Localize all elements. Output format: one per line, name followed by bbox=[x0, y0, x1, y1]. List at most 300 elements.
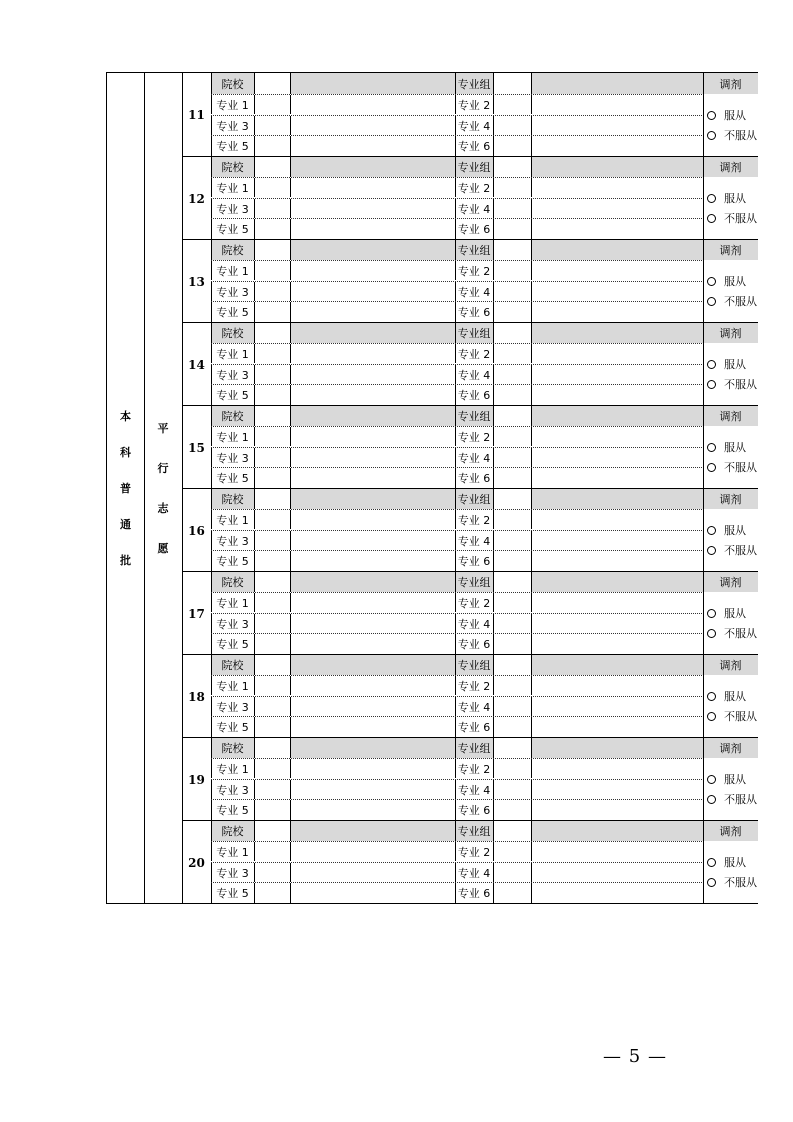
radio-icon[interactable] bbox=[707, 214, 716, 223]
major-name-field[interactable] bbox=[531, 385, 703, 405]
major-code-field[interactable] bbox=[493, 531, 531, 550]
group-code-field[interactable] bbox=[493, 73, 531, 94]
group-code-field[interactable] bbox=[493, 489, 531, 509]
major-name-field[interactable] bbox=[531, 261, 703, 280]
major-label: 专业 1 bbox=[216, 513, 249, 527]
major-code-field[interactable] bbox=[493, 759, 531, 778]
major-label: 专业 2 bbox=[457, 596, 491, 610]
major-label: 专业 3 bbox=[216, 617, 249, 631]
group-number: 18 bbox=[182, 654, 211, 738]
major-code-field[interactable] bbox=[493, 883, 531, 903]
major-name-field[interactable] bbox=[290, 759, 455, 778]
school-code-field[interactable] bbox=[254, 406, 290, 426]
major-code-field[interactable] bbox=[493, 551, 531, 571]
reject-option[interactable] bbox=[706, 374, 758, 394]
major-name-field[interactable] bbox=[290, 365, 455, 384]
group-number: 14 bbox=[182, 322, 211, 406]
major-code-field[interactable] bbox=[493, 95, 531, 114]
major-row bbox=[211, 115, 758, 135]
major-name-field[interactable] bbox=[531, 759, 703, 778]
major-name-field[interactable] bbox=[531, 136, 703, 156]
major-code-field[interactable] bbox=[493, 136, 531, 156]
accept-option[interactable] bbox=[706, 354, 758, 374]
major-code-field[interactable] bbox=[254, 800, 290, 820]
accept-option[interactable] bbox=[706, 271, 758, 291]
major-row bbox=[211, 675, 758, 695]
major-name-field[interactable] bbox=[531, 365, 703, 384]
group-name-field[interactable] bbox=[531, 572, 703, 592]
major-row bbox=[211, 177, 758, 197]
reject-option[interactable] bbox=[706, 623, 758, 643]
adjust-label: 调剂 bbox=[719, 493, 742, 506]
major-name-field[interactable] bbox=[531, 676, 703, 695]
reject-option[interactable] bbox=[706, 872, 758, 892]
major-code-field[interactable] bbox=[493, 717, 531, 737]
major-label: 专业 6 bbox=[457, 140, 491, 153]
group-header-row bbox=[211, 156, 758, 177]
major-name-field[interactable] bbox=[531, 883, 703, 903]
radio-icon[interactable] bbox=[707, 131, 716, 140]
accept-label: 服从 bbox=[724, 690, 746, 703]
major-name-field[interactable] bbox=[531, 531, 703, 550]
major-name-field[interactable] bbox=[290, 614, 455, 633]
volunteer-form-table bbox=[106, 72, 758, 904]
major-name-field[interactable] bbox=[290, 448, 455, 467]
adjust-label: 调剂 bbox=[719, 576, 742, 589]
group-name-field[interactable] bbox=[531, 406, 703, 426]
major-name-field[interactable] bbox=[290, 634, 455, 654]
radio-icon[interactable] bbox=[707, 360, 716, 369]
major-code-field[interactable] bbox=[493, 261, 531, 280]
major-code-field[interactable] bbox=[493, 593, 531, 612]
major-name-field[interactable] bbox=[290, 593, 455, 612]
reject-option[interactable] bbox=[706, 540, 758, 560]
radio-icon[interactable] bbox=[707, 443, 716, 452]
major-name-field[interactable] bbox=[290, 178, 455, 197]
major-name-field[interactable] bbox=[290, 199, 455, 218]
volunteer-char: 行 bbox=[157, 462, 169, 475]
major-name-field[interactable] bbox=[531, 219, 703, 239]
major-code-field[interactable] bbox=[254, 365, 290, 384]
major-label: 专业 6 bbox=[457, 721, 491, 734]
major-label: 专业 5 bbox=[216, 638, 249, 651]
major-name-field[interactable] bbox=[290, 717, 455, 737]
major-name-field[interactable] bbox=[290, 95, 455, 114]
group-name-field[interactable] bbox=[531, 73, 703, 94]
major-name-field[interactable] bbox=[531, 634, 703, 654]
major-code-field[interactable] bbox=[254, 344, 290, 363]
reject-label: 不服从 bbox=[724, 461, 757, 474]
radio-icon[interactable] bbox=[707, 692, 716, 701]
accept-option[interactable] bbox=[706, 437, 758, 457]
major-code-field[interactable] bbox=[493, 863, 531, 882]
radio-icon[interactable] bbox=[707, 712, 716, 721]
school-name-field[interactable] bbox=[290, 406, 455, 426]
group-number: 12 bbox=[182, 156, 211, 240]
school-label: 院校 bbox=[221, 410, 244, 423]
group-name-field[interactable] bbox=[531, 323, 703, 343]
major-label: 专业 1 bbox=[216, 596, 249, 610]
radio-icon[interactable] bbox=[707, 526, 716, 535]
school-name-field[interactable] bbox=[290, 157, 455, 177]
major-label: 专业 3 bbox=[216, 451, 249, 465]
group-code-field[interactable] bbox=[493, 157, 531, 177]
school-name-field[interactable] bbox=[290, 489, 455, 509]
major-code-field[interactable] bbox=[254, 842, 290, 861]
major-code-field[interactable] bbox=[254, 717, 290, 737]
major-name-field[interactable] bbox=[290, 427, 455, 446]
major-label: 专业 3 bbox=[216, 866, 249, 880]
major-name-field[interactable] bbox=[531, 427, 703, 446]
major-code-field[interactable] bbox=[254, 219, 290, 239]
group-label: 专业组 bbox=[457, 742, 491, 755]
major-code-field[interactable] bbox=[493, 302, 531, 322]
major-code-field[interactable] bbox=[493, 178, 531, 197]
major-name-field[interactable] bbox=[531, 842, 703, 861]
volunteer-label bbox=[144, 73, 182, 903]
reject-label: 不服从 bbox=[724, 627, 757, 640]
major-label: 专业 2 bbox=[457, 845, 491, 859]
major-name-field[interactable] bbox=[290, 136, 455, 156]
reject-label: 不服从 bbox=[724, 212, 757, 225]
volunteer-group bbox=[182, 322, 758, 405]
major-label: 专业 3 bbox=[216, 119, 249, 133]
group-code-field[interactable] bbox=[493, 406, 531, 426]
major-code-field[interactable] bbox=[254, 95, 290, 114]
major-row bbox=[211, 758, 758, 778]
major-label: 专业 5 bbox=[216, 223, 249, 236]
major-code-field[interactable] bbox=[493, 614, 531, 633]
major-code-field[interactable] bbox=[493, 676, 531, 695]
major-label: 专业 5 bbox=[216, 721, 249, 734]
major-name-field[interactable] bbox=[290, 116, 455, 135]
reject-option[interactable] bbox=[706, 706, 758, 726]
major-code-field[interactable] bbox=[254, 551, 290, 571]
school-name-field[interactable] bbox=[290, 73, 455, 94]
major-code-field[interactable] bbox=[493, 116, 531, 135]
school-name-field[interactable] bbox=[290, 821, 455, 841]
radio-icon[interactable] bbox=[707, 277, 716, 286]
major-code-field[interactable] bbox=[254, 448, 290, 467]
major-name-field[interactable] bbox=[531, 116, 703, 135]
adjust-label: 调剂 bbox=[719, 244, 742, 257]
major-row bbox=[211, 343, 758, 363]
major-name-field[interactable] bbox=[531, 863, 703, 882]
volunteer-group bbox=[182, 405, 758, 488]
major-code-field[interactable] bbox=[493, 697, 531, 716]
major-name-field[interactable] bbox=[531, 551, 703, 571]
major-code-field[interactable] bbox=[254, 510, 290, 529]
major-label: 专业 3 bbox=[216, 285, 249, 299]
major-name-field[interactable] bbox=[290, 842, 455, 861]
major-code-field[interactable] bbox=[254, 634, 290, 654]
major-code-field[interactable] bbox=[493, 448, 531, 467]
volunteer-group bbox=[182, 239, 758, 322]
major-code-field[interactable] bbox=[254, 614, 290, 633]
major-name-field[interactable] bbox=[290, 676, 455, 695]
group-number: 17 bbox=[182, 571, 211, 655]
major-name-field[interactable] bbox=[290, 697, 455, 716]
group-label: 专业组 bbox=[457, 161, 491, 174]
major-name-field[interactable] bbox=[290, 800, 455, 820]
school-code-field[interactable] bbox=[254, 572, 290, 592]
major-label: 专业 3 bbox=[216, 783, 249, 797]
major-code-field[interactable] bbox=[493, 282, 531, 301]
section-char: 普 bbox=[120, 482, 131, 495]
major-code-field[interactable] bbox=[254, 199, 290, 218]
accept-label: 服从 bbox=[724, 441, 746, 454]
radio-icon[interactable] bbox=[707, 194, 716, 203]
major-label: 专业 1 bbox=[216, 679, 249, 693]
major-code-field[interactable] bbox=[254, 116, 290, 135]
group-label: 专业组 bbox=[457, 244, 491, 257]
major-label: 专业 2 bbox=[457, 181, 491, 195]
major-name-field[interactable] bbox=[290, 863, 455, 882]
major-code-field[interactable] bbox=[254, 136, 290, 156]
major-label: 专业 4 bbox=[457, 451, 491, 465]
school-code-field[interactable] bbox=[254, 489, 290, 509]
radio-icon[interactable] bbox=[707, 858, 716, 867]
school-name-field[interactable] bbox=[290, 572, 455, 592]
school-code-field[interactable] bbox=[254, 157, 290, 177]
reject-option[interactable] bbox=[706, 125, 758, 145]
major-name-field[interactable] bbox=[531, 448, 703, 467]
accept-option[interactable] bbox=[706, 105, 758, 125]
radio-icon[interactable] bbox=[707, 546, 716, 555]
radio-icon[interactable] bbox=[707, 878, 716, 887]
major-row bbox=[211, 426, 758, 446]
major-code-field[interactable] bbox=[493, 427, 531, 446]
group-code-field[interactable] bbox=[493, 572, 531, 592]
major-label: 专业 1 bbox=[216, 264, 249, 278]
group-name-field[interactable] bbox=[531, 157, 703, 177]
radio-icon[interactable] bbox=[707, 111, 716, 120]
major-code-field[interactable] bbox=[254, 676, 290, 695]
group-label: 专业组 bbox=[457, 410, 491, 423]
radio-icon[interactable] bbox=[707, 795, 716, 804]
major-label: 专业 4 bbox=[457, 119, 491, 133]
radio-icon[interactable] bbox=[707, 629, 716, 638]
major-label: 专业 6 bbox=[457, 638, 491, 651]
major-row bbox=[211, 779, 758, 799]
major-label: 专业 6 bbox=[457, 804, 491, 817]
major-code-field[interactable] bbox=[254, 697, 290, 716]
major-code-field[interactable] bbox=[493, 468, 531, 488]
group-code-field[interactable] bbox=[493, 240, 531, 260]
adjust-options bbox=[703, 592, 758, 654]
group-code-field[interactable] bbox=[493, 821, 531, 841]
school-name-field[interactable] bbox=[290, 240, 455, 260]
major-code-field[interactable] bbox=[254, 780, 290, 799]
group-label: 专业组 bbox=[457, 825, 491, 838]
reject-option[interactable] bbox=[706, 291, 758, 311]
major-name-field[interactable] bbox=[531, 302, 703, 322]
radio-icon[interactable] bbox=[707, 380, 716, 389]
major-name-field[interactable] bbox=[290, 510, 455, 529]
major-name-field[interactable] bbox=[290, 282, 455, 301]
group-number: 20 bbox=[182, 820, 211, 904]
school-name-field[interactable] bbox=[290, 655, 455, 675]
major-code-field[interactable] bbox=[254, 282, 290, 301]
major-row bbox=[211, 716, 758, 737]
major-row bbox=[211, 882, 758, 903]
group-code-field[interactable] bbox=[493, 738, 531, 758]
school-code-field[interactable] bbox=[254, 73, 290, 94]
major-code-field[interactable] bbox=[493, 344, 531, 363]
major-row bbox=[211, 384, 758, 405]
school-code-field[interactable] bbox=[254, 655, 290, 675]
radio-icon[interactable] bbox=[707, 297, 716, 306]
reject-label: 不服从 bbox=[724, 876, 757, 889]
accept-option[interactable] bbox=[706, 769, 758, 789]
school-label: 院校 bbox=[221, 327, 244, 340]
major-name-field[interactable] bbox=[531, 614, 703, 633]
major-name-field[interactable] bbox=[290, 551, 455, 571]
school-code-field[interactable] bbox=[254, 240, 290, 260]
accept-label: 服从 bbox=[724, 773, 746, 786]
major-name-field[interactable] bbox=[290, 883, 455, 903]
accept-option[interactable] bbox=[706, 686, 758, 706]
adjust-label: 调剂 bbox=[719, 742, 742, 755]
major-code-field[interactable] bbox=[493, 634, 531, 654]
major-code-field[interactable] bbox=[254, 427, 290, 446]
major-code-field[interactable] bbox=[493, 800, 531, 820]
adjust-options bbox=[703, 509, 758, 571]
major-name-field[interactable] bbox=[531, 178, 703, 197]
major-name-field[interactable] bbox=[531, 780, 703, 799]
major-name-field[interactable] bbox=[290, 780, 455, 799]
school-name-field[interactable] bbox=[290, 323, 455, 343]
school-label: 院校 bbox=[221, 77, 244, 91]
major-name-field[interactable] bbox=[531, 344, 703, 363]
major-label: 专业 5 bbox=[216, 804, 249, 817]
major-label: 专业 2 bbox=[457, 513, 491, 527]
group-name-field[interactable] bbox=[531, 655, 703, 675]
major-name-field[interactable] bbox=[290, 344, 455, 363]
page-number: — 5 — bbox=[603, 1046, 667, 1067]
major-label: 专业 5 bbox=[216, 472, 249, 485]
major-code-field[interactable] bbox=[254, 468, 290, 488]
accept-option[interactable] bbox=[706, 852, 758, 872]
school-label: 院校 bbox=[221, 493, 244, 506]
adjust-options bbox=[703, 758, 758, 820]
accept-option[interactable] bbox=[706, 188, 758, 208]
major-name-field[interactable] bbox=[531, 593, 703, 612]
school-code-field[interactable] bbox=[254, 821, 290, 841]
major-code-field[interactable] bbox=[254, 531, 290, 550]
school-name-field[interactable] bbox=[290, 738, 455, 758]
group-code-field[interactable] bbox=[493, 323, 531, 343]
major-name-field[interactable] bbox=[531, 800, 703, 820]
group-name-field[interactable] bbox=[531, 240, 703, 260]
major-code-field[interactable] bbox=[493, 385, 531, 405]
volunteer-group bbox=[182, 654, 758, 737]
major-code-field[interactable] bbox=[254, 759, 290, 778]
group-code-field[interactable] bbox=[493, 655, 531, 675]
group-label: 专业组 bbox=[457, 327, 491, 340]
major-label: 专业 4 bbox=[457, 700, 491, 714]
reject-label: 不服从 bbox=[724, 129, 757, 142]
major-code-field[interactable] bbox=[493, 199, 531, 218]
major-code-field[interactable] bbox=[254, 178, 290, 197]
group-label: 专业组 bbox=[457, 493, 491, 506]
section-char: 科 bbox=[120, 446, 131, 459]
radio-icon[interactable] bbox=[707, 775, 716, 784]
reject-option[interactable] bbox=[706, 789, 758, 809]
group-name-field[interactable] bbox=[531, 489, 703, 509]
group-name-field[interactable] bbox=[531, 821, 703, 841]
major-name-field[interactable] bbox=[290, 219, 455, 239]
major-code-field[interactable] bbox=[493, 842, 531, 861]
school-label: 院校 bbox=[221, 161, 244, 174]
reject-label: 不服从 bbox=[724, 710, 757, 723]
adjust-options bbox=[703, 675, 758, 737]
major-name-field[interactable] bbox=[290, 261, 455, 280]
major-name-field[interactable] bbox=[531, 717, 703, 737]
major-name-field[interactable] bbox=[290, 302, 455, 322]
adjust-label: 调剂 bbox=[719, 659, 742, 672]
group-header-row bbox=[211, 73, 758, 94]
major-label: 专业 3 bbox=[216, 534, 249, 548]
major-name-field[interactable] bbox=[531, 697, 703, 716]
major-label: 专业 6 bbox=[457, 389, 491, 402]
accept-label: 服从 bbox=[724, 524, 746, 537]
major-code-field[interactable] bbox=[254, 261, 290, 280]
school-code-field[interactable] bbox=[254, 738, 290, 758]
major-name-field[interactable] bbox=[531, 282, 703, 301]
accept-label: 服从 bbox=[724, 192, 746, 205]
reject-option[interactable] bbox=[706, 457, 758, 477]
major-label: 专业 4 bbox=[457, 368, 491, 382]
accept-label: 服从 bbox=[724, 109, 746, 122]
major-name-field[interactable] bbox=[531, 510, 703, 529]
major-code-field[interactable] bbox=[254, 593, 290, 612]
major-name-field[interactable] bbox=[290, 385, 455, 405]
major-label: 专业 6 bbox=[457, 887, 491, 900]
radio-icon[interactable] bbox=[707, 463, 716, 472]
major-code-field[interactable] bbox=[493, 510, 531, 529]
major-code-field[interactable] bbox=[254, 883, 290, 903]
group-number: 13 bbox=[182, 239, 211, 323]
major-code-field[interactable] bbox=[493, 219, 531, 239]
accept-option[interactable] bbox=[706, 603, 758, 623]
major-name-field[interactable] bbox=[290, 468, 455, 488]
major-label: 专业 1 bbox=[216, 845, 249, 859]
major-name-field[interactable] bbox=[290, 531, 455, 550]
major-label: 专业 4 bbox=[457, 202, 491, 216]
reject-option[interactable] bbox=[706, 208, 758, 228]
major-name-field[interactable] bbox=[531, 199, 703, 218]
accept-option[interactable] bbox=[706, 520, 758, 540]
major-code-field[interactable] bbox=[493, 365, 531, 384]
reject-label: 不服从 bbox=[724, 793, 757, 806]
major-row bbox=[211, 364, 758, 384]
major-code-field[interactable] bbox=[493, 780, 531, 799]
school-code-field[interactable] bbox=[254, 323, 290, 343]
major-code-field[interactable] bbox=[254, 385, 290, 405]
volunteer-char: 愿 bbox=[157, 542, 169, 555]
radio-icon[interactable] bbox=[707, 609, 716, 618]
reject-label: 不服从 bbox=[724, 295, 757, 308]
major-label: 专业 3 bbox=[216, 202, 249, 216]
group-number: 16 bbox=[182, 488, 211, 572]
major-name-field[interactable] bbox=[531, 95, 703, 114]
major-code-field[interactable] bbox=[254, 863, 290, 882]
volunteer-group bbox=[182, 488, 758, 571]
major-code-field[interactable] bbox=[254, 302, 290, 322]
major-name-field[interactable] bbox=[531, 468, 703, 488]
group-name-field[interactable] bbox=[531, 738, 703, 758]
